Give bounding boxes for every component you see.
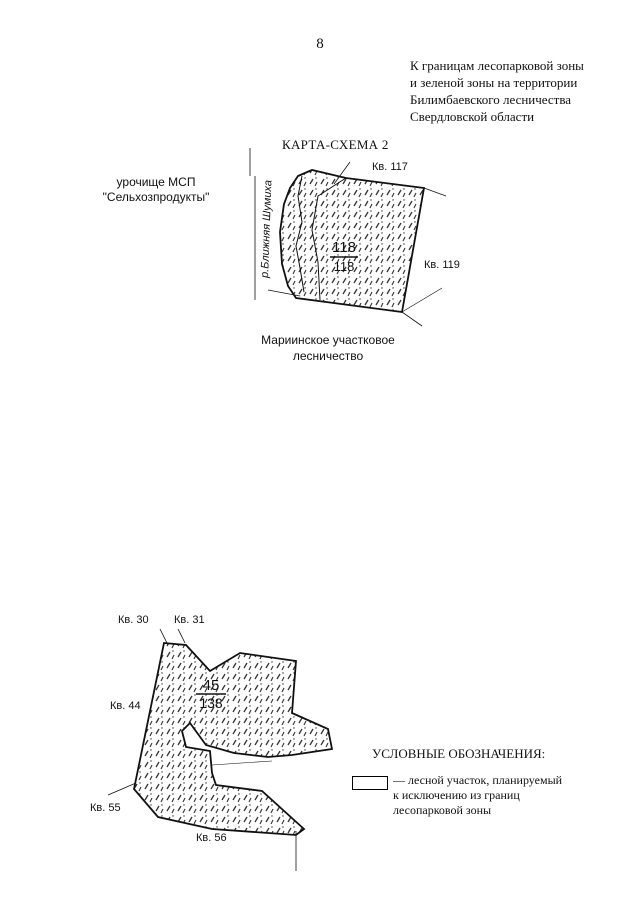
- header-note-line: Свердловской области: [410, 109, 535, 124]
- grid-line: [108, 783, 136, 795]
- plot-number-118-denominator: 118: [333, 259, 355, 274]
- legend-item-text: [393, 773, 623, 818]
- grid-line: [178, 629, 185, 643]
- area-label-line-1: урочище МСП: [116, 175, 196, 189]
- kv-55-label: Кв. 55: [90, 802, 121, 814]
- map1-scheme: [0, 0, 640, 400]
- river-label: р.Ближняя Шумиха: [259, 179, 275, 279]
- plot-number-45: 45: [202, 677, 220, 694]
- bottom-label-line-1: Мариинское участковое: [261, 333, 395, 347]
- kv-117-label: Кв. 117: [372, 161, 408, 173]
- legend-swatch: [352, 776, 388, 790]
- header-note-line: Билимбаевского лесничества: [410, 92, 572, 107]
- bottom-label-line-2: лесничество: [292, 349, 364, 363]
- forest-plot-45: [134, 643, 332, 835]
- legend-item-line: — лесной участок, планируемый: [393, 773, 563, 787]
- plot-number-118: 118: [332, 239, 356, 256]
- kv-30-label: Кв. 30: [118, 614, 149, 626]
- grid-line: [212, 761, 272, 765]
- map1-title: КАРТА-СХЕМА 2: [282, 137, 389, 152]
- area-label-line-2: "Сельхозпродукты": [102, 190, 210, 204]
- kv-31-label: Кв. 31: [174, 614, 205, 626]
- grid-line: [402, 288, 442, 312]
- legend-title: УСЛОВНЫЕ ОБОЗНАЧЕНИЯ:: [372, 746, 546, 761]
- header-note-line: и зеленой зоны на территории: [410, 75, 578, 90]
- page-number: 8: [316, 36, 324, 52]
- header-note-line: К границам лесопарковой зоны: [410, 58, 584, 73]
- legend-item-line: к исключению из границ: [393, 788, 520, 802]
- legend-item-line: лесопарковой зоны: [393, 803, 492, 817]
- grid-line: [402, 312, 422, 326]
- plot-number-45-denominator: 138: [199, 695, 223, 711]
- kv-56-label: Кв. 56: [196, 832, 227, 844]
- kv-44-label: Кв. 44: [110, 700, 141, 712]
- grid-line: [424, 188, 446, 196]
- kv-119-label: Кв. 119: [424, 259, 460, 271]
